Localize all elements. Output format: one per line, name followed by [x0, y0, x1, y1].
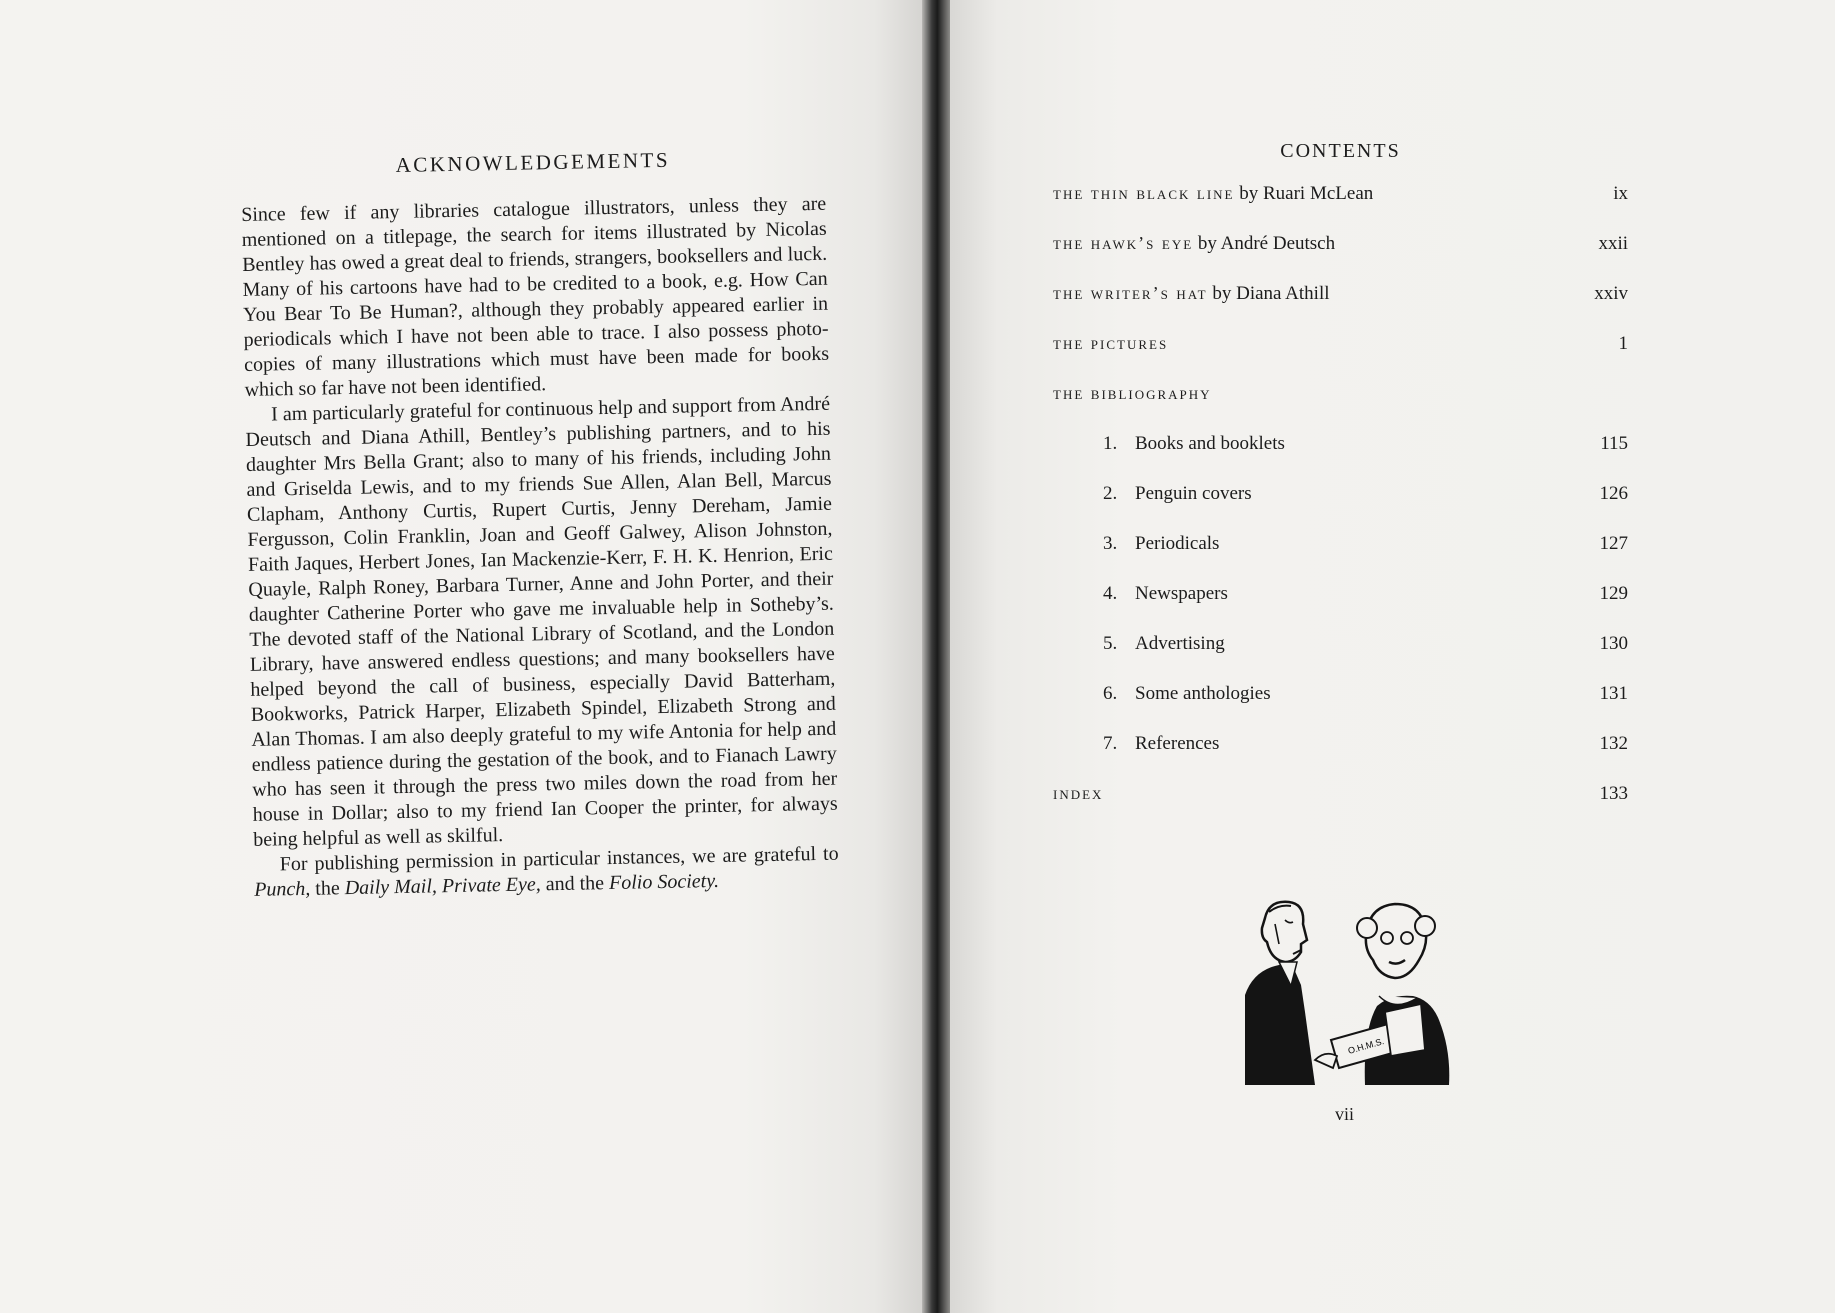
toc-page-number: xxii	[1598, 233, 1628, 254]
toc-sub-label: Periodicals	[1135, 533, 1220, 554]
toc-page-number: 132	[1599, 733, 1628, 754]
toc-entry-caps: the hawk’s eye	[1053, 233, 1194, 253]
toc-sub-entry	[1053, 483, 1628, 533]
toc-page-number: 133	[1599, 783, 1628, 804]
toc-page-number: ix	[1613, 183, 1628, 204]
toc-entry-caps: the bibliography	[1053, 383, 1212, 403]
ack-paragraph-2: I am particularly grateful for continuous help and support from André Deutsch and Diana Athill, Bentley’s publishing partners, and to his daughter Mrs Bella Grant; also to many of his friends, including John and Griselda Lewis, and to my friends Sue Allen, Alan Bell, Marcus Clapham, Anthony Curtis, Rupert Curtis, Jenny Dereham, Jamie Fergusson, Colin Franklin, Joan and Geoff Galwey, Alison Johnston, Faith Jaques, Herbert Jones, Ian Mackenzie-Kerr, F. H. K. Henrion, Eric Quayle, Ralph Roney, Barbara Turner, Anne and John Porter, and their daughter Catherine Porter who gave me invaluable help in Sotheby’s. The devoted staff of the National Library of Scotland, and the London Library, have answered endless questions; and many booksellers have helped beyond the call of business, especially David Batterham, Bookworks, Patrick Harper, Elizabeth Spindel, Elizabeth Strong and Alan Thomas. I am also deeply grateful to my wife Antonia for help and endless patience during the gestation of the book, and to Fianach Lawry who has seen it through the press two miles down the road from her house in Dollar; also to my friend Ian Cooper the printer, for always being helpful as well as skilful.	[245, 392, 838, 851]
toc-sub-entry	[1053, 533, 1628, 583]
toc-entry	[1053, 333, 1628, 383]
ack-paragraph-1: Since few if any libraries catalogue illustrators, unless they are mentioned on a titlepage, the search for items illustrated by Nicolas Bentley has owed a great deal to friends, strangers, booksellers and luck. Many of his cartoons have had to be credited to a book, e.g. How Can You Bear To Be Human?, although they probably appeared earlier in periodicals which I have not been able to trace. I also possess photo-copies of many illustrations which must have been made for books which so far have not been identified.	[241, 192, 830, 401]
toc-page-number: 126	[1599, 483, 1628, 504]
envelope-label: O.H.M.S.	[1346, 1036, 1386, 1056]
toc-sub-label: Advertising	[1135, 633, 1225, 654]
man-body-icon	[1245, 962, 1315, 1085]
toc-page-number: 131	[1599, 683, 1628, 704]
toc-sub-number: 1.	[1103, 433, 1118, 454]
toc-entry-caps: the writer’s hat	[1053, 283, 1208, 303]
toc-page-number: 115	[1600, 433, 1628, 454]
toc-sub-number: 4.	[1103, 583, 1118, 604]
toc-sub-entry	[1053, 633, 1628, 683]
page-folio: vii	[1335, 1104, 1355, 1124]
toc-index-entry	[1053, 783, 1628, 833]
toc-entry-author: by Ruari McLean	[1234, 183, 1374, 204]
toc-page-number: 130	[1599, 633, 1628, 654]
toc-page-number: 129	[1599, 583, 1628, 604]
toc-entry	[1053, 383, 1628, 433]
closing-italic-folio: Folio Society.	[608, 869, 720, 895]
acknowledgements-section	[240, 139, 839, 903]
toc-page-number: xxiv	[1594, 283, 1628, 304]
toc-sub-label: Books and booklets	[1135, 433, 1285, 454]
toc-entry-author: by André Deutsch	[1193, 233, 1336, 254]
acknowledgements-body	[241, 192, 839, 903]
toc-sub-number: 7.	[1103, 733, 1118, 754]
closing-italic-punch: Punch,	[253, 877, 311, 901]
toc-index-label: index	[1053, 783, 1104, 803]
toc-sub-label: References	[1135, 733, 1220, 754]
toc-sub-entry	[1053, 433, 1628, 483]
toc-entry	[1053, 283, 1628, 333]
toc-sub-entry	[1053, 733, 1628, 783]
toc-sub-label: Newspapers	[1135, 583, 1228, 604]
acknowledgements-title: ACKNOWLEDGEMENTS	[395, 147, 671, 178]
closing-prefix: For publishing permission in particular instances, we are grateful to	[279, 842, 839, 876]
toc-sub-label: Some anthologies	[1135, 683, 1271, 704]
closing-italic-papers: Daily Mail, Private Eye,	[344, 873, 541, 900]
closing-mid-1: the	[315, 877, 340, 900]
toc-sub-entry	[1053, 683, 1628, 733]
toc-page-number: 1	[1618, 333, 1628, 354]
toc-sub-label: Penguin covers	[1135, 483, 1252, 504]
closing-mid-2: and the	[545, 872, 605, 896]
man-head-icon	[1262, 902, 1307, 962]
contents-title: CONTENTS	[1280, 140, 1401, 162]
toc-sub-number: 3.	[1103, 533, 1118, 554]
toc-sub-entry	[1053, 583, 1628, 633]
toc-sub-number: 6.	[1103, 683, 1118, 704]
contents-section	[1053, 140, 1628, 833]
toc-entry	[1053, 183, 1628, 233]
toc-sub-number: 2.	[1103, 483, 1118, 504]
toc-page-number: 127	[1599, 533, 1628, 554]
toc-sub-number: 5.	[1103, 633, 1118, 654]
woman-head-icon	[1366, 904, 1426, 978]
book-gutter	[922, 0, 950, 1313]
toc-entry-caps: the pictures	[1053, 333, 1169, 353]
toc-entry-author: by Diana Athill	[1207, 283, 1330, 304]
toc-entry-caps: the thin black line	[1053, 183, 1235, 203]
toc-entry	[1053, 233, 1628, 283]
cartoon-illustration	[1245, 900, 1455, 1085]
